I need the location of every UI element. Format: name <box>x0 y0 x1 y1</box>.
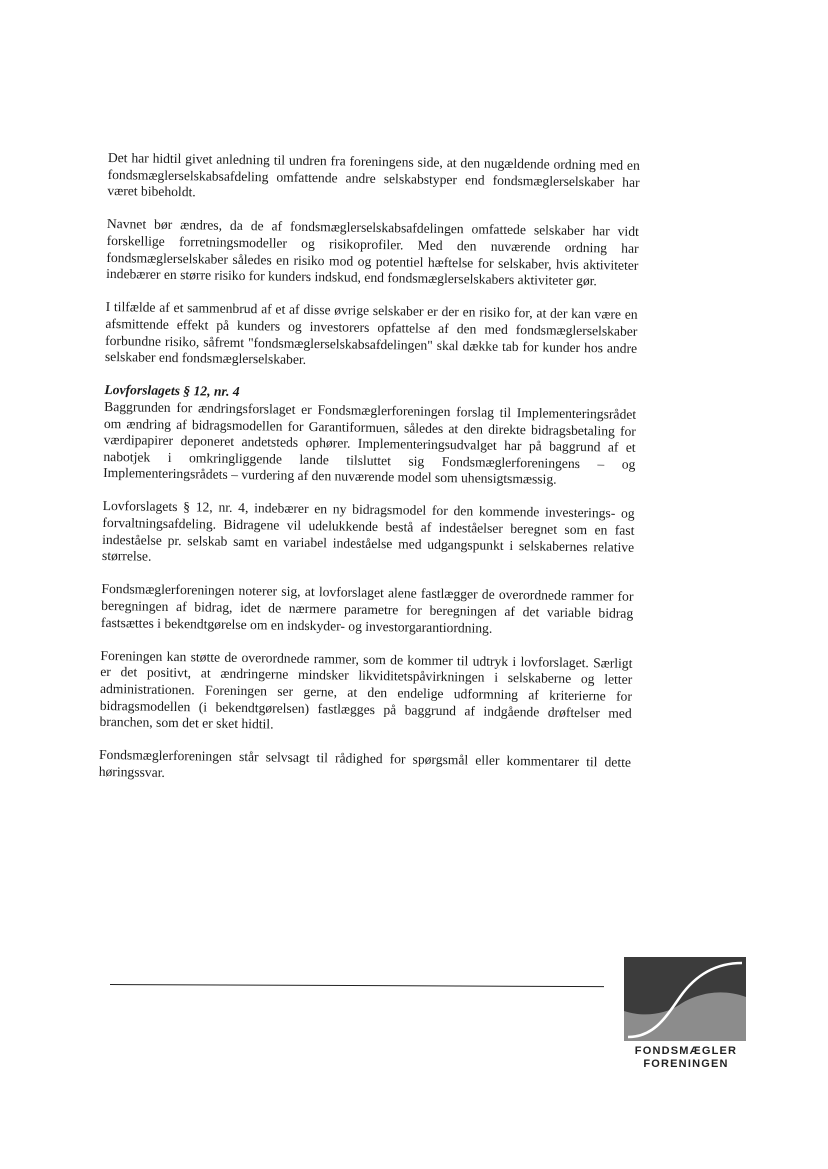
logo-wordmark <box>620 1045 752 1071</box>
logo-line-1: FONDSMÆGLER <box>634 1045 738 1057</box>
paragraph-8: Fondsmæglerforeningen står selvsagt til rådighed for spørgsmål eller kommentarer til dette høringssvar. <box>98 747 632 780</box>
letter-body <box>98 150 640 805</box>
section-heading: Lovforslagets § 12, nr. 4 <box>104 382 240 400</box>
paragraph-1: Det har hidtil givet anledning til undren fra foreningens side, at den nugældende ordning med en fondsmæglerselskabsafdeling omfattende andre selskabstyper end fondsmæglerselskaber har været bibeholdt. <box>107 150 640 200</box>
paragraph-7: Foreningen kan støtte de overordnede rammer, som de kommer til udtryk i lovforslaget. Særligt er det positivt, at ændringerne mindsker likviditetspåvirkningen i selskaberne og letter administrationen. Foreningen ser gerne, at den endelige udformning af kriterierne for bidragsmodellen (i bekendtgørelsen) fastlægges på baggrund af indgående drøftelser med branchen, som det er sket hidtil. <box>99 647 633 732</box>
fondsmaegler-logo <box>620 957 752 1071</box>
fondsmaegler-wave-emblem-icon <box>624 957 746 1041</box>
paragraph-2: Navnet bør ændres, da de af fondsmæglerselskabsafdelingen omfattede selskaber har vidt forskellige forretningsmodeller og risikoprofiler. Med den nuværende ordning har fondsmæglerselskaber således en risiko mod og potentiel hæftelse for selskaber, hvis aktiviteter indebærer en større risiko for kunders indskud, end fondsmæglerselskabers aktiviteter gør. <box>106 216 639 289</box>
paragraph-6: Fondsmæglerforeningen noterer sig, at lovforslaget alene fastlægger de overordnede rammer for beregningen af bidrag, idet de nærmere parametre for beregningen af det variable bidrag fastsættes i bekendtgørelse om en indskyder- og investorgarantiordning. <box>100 581 634 636</box>
paragraph-3: I tilfælde af et sammenbrud af et af disse øvrige selskaber er der en risiko for, at der kan være en afsmittende effekt på kunders og investorers opfattelse af den med fondsmæglerselskaber forbundne risiko, såfremt "fondsmæglerselskabsafdelingen" skal dække tab for kunder hos andre selskaber end fondsmæglerselskaber. <box>104 299 638 368</box>
paragraph-4: Lovforslagets § 12, nr. 4 Baggrunden for ændringsforslaget er Fondsmæglerforeningen forslag til Implementeringsrådet om ændring af bidragsmodellen for Garantiformuen, således at den direkte bidragsbetaling for værdipapirer deponeret andetsteds ophører. Implementeringsudvalget har på baggrund af et nabotjek i omkringliggende lande tilsluttet sig Fondsmæglerforeningens – og Implementeringsrådets – vurdering af den nuværende model som uhensigtsmæssig. <box>103 382 637 487</box>
logo-line-2: FORENINGEN <box>643 1058 729 1070</box>
footer-divider <box>110 984 604 987</box>
paragraph-5: Lovforslagets § 12, nr. 4, indebærer en ny bidragsmodel for den kommende investerings- og forvaltningsafdeling. Bidragene vil udelukkende bestå af indeståelser beregnet som en fast indeståelse pr. selskab samt en variabel indeståelse med udgangspunkt i selskabernes relative størrelse. <box>101 498 635 564</box>
